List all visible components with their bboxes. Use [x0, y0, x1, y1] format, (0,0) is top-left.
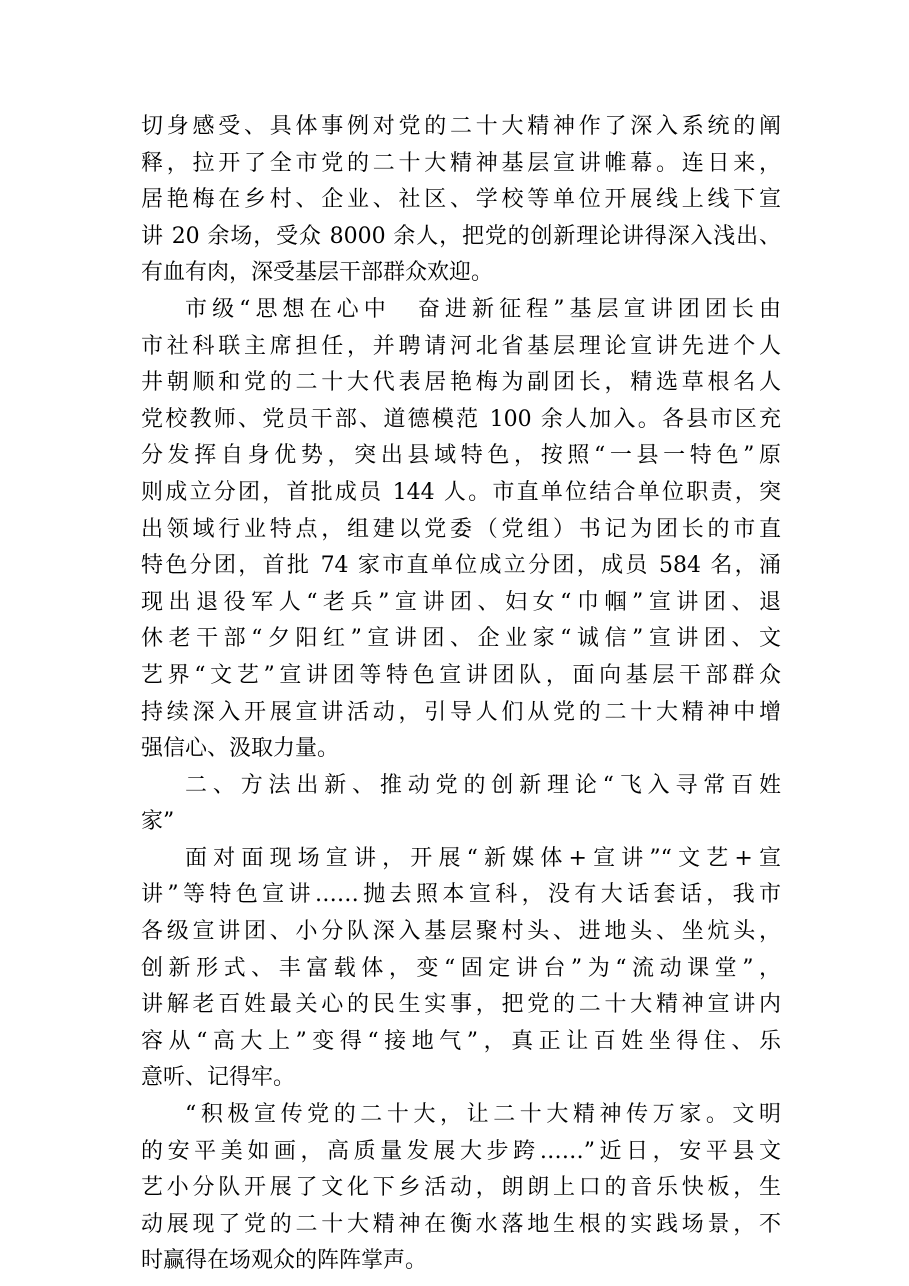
- text-line: 现出退役军人“老兵”宣讲团、妇女“巾帼”宣讲团、退: [141, 589, 781, 615]
- text-line: 切身感受、具体事例对党的二十大精神作了深入系统的阐: [141, 114, 781, 139]
- text-line: 容从“高大上”变得“接地气”，真正让百姓坐得住、乐: [141, 1028, 781, 1054]
- text-line: 讲解老百姓最关心的民生实事，把党的二十大精神宣讲内: [141, 992, 781, 1018]
- text-line: 面对面现场宣讲，开展“新媒体+宣讲”“文艺+宣: [185, 845, 781, 871]
- text-line: 意听、记得牢。: [141, 1065, 296, 1091]
- text-line: 二、方法出新、推动党的创新理论“飞入寻常百姓: [185, 772, 781, 798]
- text-line: 艺界“文艺”宣讲团等特色宣讲团队，面向基层干部群众: [141, 662, 781, 688]
- text-line: 强信心、汲取力量。: [141, 736, 340, 762]
- document-body: [141, 112, 781, 1283]
- text-line: 出领域行业特点，组建以党委（党组）书记为团长的市直: [141, 516, 781, 542]
- text-line: 家”: [141, 809, 175, 835]
- text-line: 市社科联主席担任，并聘请河北省基层理论宣讲先进个人: [141, 333, 781, 359]
- text-line: 则成立分团，首批成员 144 人。市直单位结合单位职责，突: [141, 479, 781, 505]
- text-line: 艺小分队开展了文化下乡活动，朗朗上口的音乐快板，生: [141, 1175, 781, 1201]
- text-line: 的安平美如画，高质量发展大步跨……”近日，安平县文: [141, 1138, 781, 1164]
- text-line: 休老干部“夕阳红”宣讲团、企业家“诚信”宣讲团、文: [141, 626, 781, 652]
- text-line: 时赢得在场观众的阵阵掌声。: [141, 1248, 428, 1274]
- text-line: 市级“思想在心中 奋进新征程”基层宣讲团团长由: [185, 296, 781, 322]
- text-line: 特色分团，首批 74 家市直单位成立分团，成员 584 名，涌: [141, 553, 781, 579]
- text-line: 分发挥自身优势，突出县域特色，按照“一县一特色”原: [141, 443, 781, 469]
- text-line: 动展现了党的二十大精神在衡水落地生根的实践场景，不: [141, 1211, 781, 1237]
- text-line: 有血有肉，深受基层干部群众欢迎。: [141, 260, 494, 286]
- text-line: 各级宣讲团、小分队深入基层聚村头、进地头、坐炕头，: [141, 919, 781, 945]
- text-line: 居艳梅在乡村、企业、社区、学校等单位开展线上线下宣: [141, 187, 781, 213]
- text-line: “积极宣传党的二十大，让二十大精神传万家。文明: [185, 1102, 781, 1128]
- text-line: 讲 20 余场，受众 8000 余人，把党的创新理论讲得深入浅出、: [141, 223, 781, 249]
- text-line: 讲”等特色宣讲……抛去照本宣科，没有大话套话，我市: [141, 882, 781, 908]
- text-line: 释，拉开了全市党的二十大精神基层宣讲帷幕。连日来，: [141, 150, 781, 176]
- text-line: 党校教师、党员干部、道德模范 100 余人加入。各县市区充: [141, 406, 781, 432]
- text-line: 井朝顺和党的二十大代表居艳梅为副团长，精选草根名人: [141, 370, 781, 396]
- text-line: 创新形式、丰富载体，变“固定讲台”为“流动课堂”，: [141, 955, 781, 981]
- text-line: 持续深入开展宣讲活动，引导人们从党的二十大精神中增: [141, 699, 781, 725]
